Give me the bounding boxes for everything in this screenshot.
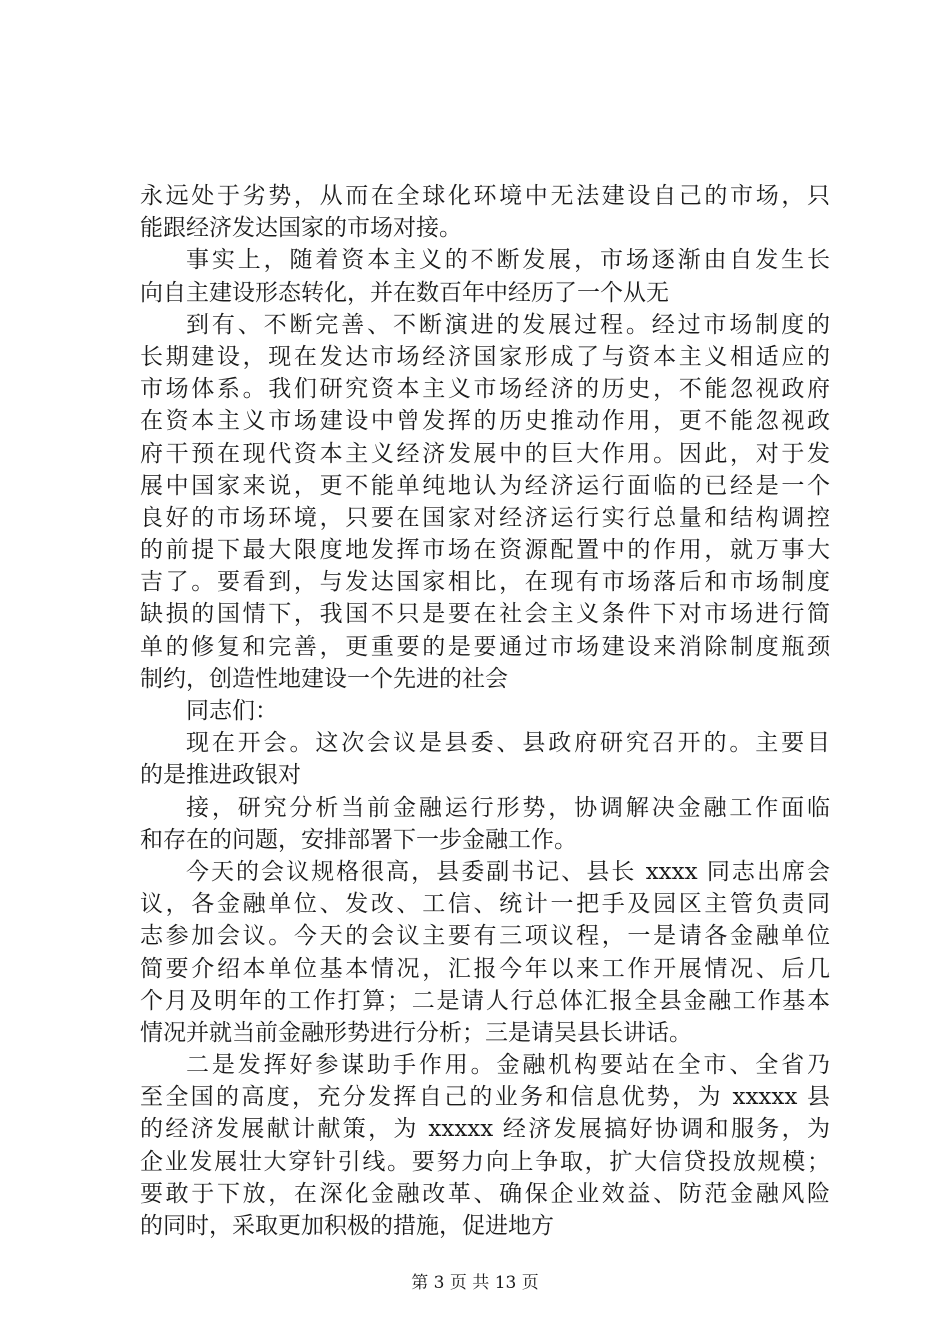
text-line: 的是推进政银对 bbox=[140, 762, 301, 789]
text-line: 的前提下最大限度地发挥市场在资源配置中的作用，就万事大 bbox=[140, 537, 830, 564]
text-line: 议，各金融单位、发改、工信、统计一把手及园区主管负责同 bbox=[140, 891, 830, 918]
text-line: 同志们： bbox=[186, 698, 278, 724]
text-line: 长期建设，现在发达市场经济国家形成了与资本主义相适应的 bbox=[140, 343, 830, 370]
text-line: 要敢于下放，在深化金融改革、确保企业效益、防范金融风险 bbox=[140, 1180, 830, 1207]
text-line: 永远处于劣势，从而在全球化环境中无法建设自己的市场，只 bbox=[140, 183, 830, 209]
text-line: 今天的会议规格很高，县委副书记、县长 xxxx 同志出席会 bbox=[186, 858, 830, 885]
text-line: 市场体系。我们研究资本主义市场经济的历史，不能忽视政府 bbox=[140, 376, 830, 403]
text-line: 缺损的国情下，我国不只是要在社会主义条件下对市场进行简 bbox=[140, 601, 830, 628]
text-line: 向自主建设形态转化，并在数百年中经历了一个从无 bbox=[140, 279, 669, 306]
text-line: 的经济发展献计献策，为 xxxxx 经济发展搞好协调和服务，为 bbox=[140, 1116, 830, 1143]
text-line: 二是发挥好参谋助手作用。金融机构要站在全市、全省乃 bbox=[186, 1052, 830, 1079]
text-line: 良好的市场环境，只要在国家对经济运行实行总量和结构调控 bbox=[140, 504, 830, 531]
text-line: 吉了。要看到，与发达国家相比，在现有市场落后和市场制度 bbox=[140, 569, 830, 596]
text-line: 的同时，采取更加积极的措施，促进地方 bbox=[140, 1213, 554, 1239]
text-line: 到有、不断完善、不断演进的发展过程。经过市场制度的 bbox=[186, 311, 830, 338]
text-line: 事实上，随着资本主义的不断发展，市场逐渐由自发生长 bbox=[186, 247, 830, 274]
text-line: 府干预在现代资本主义经济发展中的巨大作用。因此，对于发 bbox=[140, 440, 830, 467]
text-line: 展中国家来说，更不能单纯地认为经济运行面临的已经是一个 bbox=[140, 472, 830, 499]
document-body bbox=[140, 180, 830, 1242]
text-line: 企业发展壮大穿针引线。要努力向上争取，扩大信贷投放规模； bbox=[140, 1148, 830, 1175]
page-footer: 第 3 页 共 13 页 bbox=[411, 1273, 539, 1293]
text-line: 制约，创造性地建设一个先进的社会 bbox=[140, 665, 508, 692]
text-line: 简要介绍本单位基本情况，汇报今年以来工作开展情况、后几 bbox=[140, 955, 830, 982]
text-line: 单的修复和完善，更重要的是要通过市场建设来消除制度瓶颈 bbox=[140, 633, 830, 660]
text-line: 能跟经济发达国家的市场对接。 bbox=[140, 215, 462, 242]
text-line: 个月及明年的工作打算；二是请人行总体汇报全县金融工作基本 bbox=[140, 987, 830, 1014]
text-line: 在资本主义市场建设中曾发挥的历史推动作用，更不能忽视政 bbox=[140, 408, 830, 435]
text-line: 志参加会议。今天的会议主要有三项议程，一是请各金融单位 bbox=[140, 923, 830, 950]
text-line: 现在开会。这次会议是县委、县政府研究召开的。主要目 bbox=[186, 730, 830, 757]
text-line: 至全国的高度，充分发挥自己的业务和信息优势，为 xxxxx 县 bbox=[140, 1084, 830, 1111]
text-line: 接，研究分析当前金融运行形势，协调解决金融工作面临 bbox=[186, 794, 830, 821]
text-line: 和存在的问题，安排部署下一步金融工作。 bbox=[140, 826, 577, 853]
text-line: 情况并就当前金融形势进行分析；三是请吴县长讲话。 bbox=[140, 1019, 692, 1046]
